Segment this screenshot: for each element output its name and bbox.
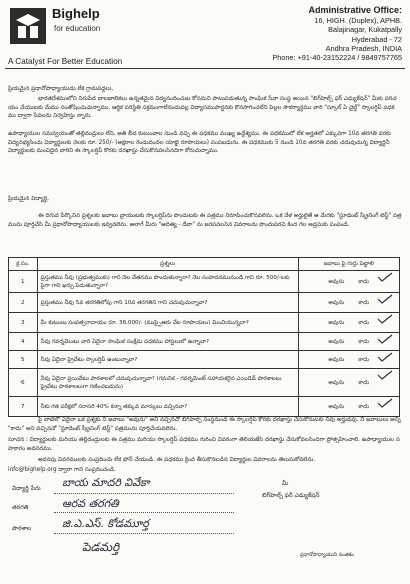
answer-no-option[interactable]: కాదు <box>358 356 370 363</box>
answer-yes-option[interactable]: అవును <box>328 379 345 386</box>
answer-cell <box>298 351 399 369</box>
address-line: Balajinagar, Kukatpally <box>328 25 402 35</box>
checkmark-icon <box>377 334 393 344</box>
row-number: 5 <box>9 351 38 369</box>
school-label: పాఠశాల <box>12 525 32 532</box>
student-name-line <box>54 493 234 494</box>
checkmark-icon <box>377 370 393 380</box>
student-name-handwriting: బాయ మాదరి వివేకా <box>62 476 150 489</box>
office-title: Administrative Office: <box>308 5 402 15</box>
answer-yes-option[interactable]: అవును <box>328 319 345 326</box>
answer-cell <box>298 313 399 333</box>
table-row <box>9 397 400 417</box>
question-text: నీవు గవర్నమెంటు వారి ఏదైనా సాంఘిక సంక్షేమ పధకము హాస్టలులో ఉన్నావా? <box>37 333 298 351</box>
answer-no-option[interactable]: కాదు <box>358 379 370 386</box>
question-text: ప్రస్తుతము నీవు (ప్రభుత్వముకు) గాని నెల వేతనము పొందుతున్నారా? నెల సంపాదనమునుండి గాని రూ. 500/-లకు పైగా గాని ఖర్చు పెడుతున్నారా? <box>37 271 298 293</box>
row-number: 4 <box>9 333 38 351</box>
tagline: A Catalyst For Better Education <box>8 57 123 66</box>
headmaster-sign-label: ప్రధానోపాధ్యాయుని సంతకం <box>300 552 354 558</box>
brand-subtitle: for education <box>54 24 101 33</box>
table-row <box>9 271 400 293</box>
question-text: నీకు గత పరీక్షలో సరాసరి 40% కన్నా తక్కువ మార్కులు వచ్చినవా? <box>37 397 298 417</box>
contact-note: అదనపు వివరములకు సంప్రదించు లేక ఫోన్ చేయండి. ఈ పధకము క్రింద తీసుకొనబడిన విద్యార్థుల వివరాలను తెలుసుకోవలెను. <box>38 457 316 463</box>
answer-cell <box>298 271 399 293</box>
question-text: నీవు ఏదైనా ప్రైవేటు స్కాలర్షిప్ ఉంటున్నావా? <box>37 351 298 369</box>
address-line: 16, HIGH. (Duplex), APHB. <box>314 16 402 25</box>
phone-line: Phone: +91-40-23152224 / 9849757765 <box>272 53 402 63</box>
answer-cell <box>298 293 399 313</box>
brand-name: Bighelp <box>52 6 100 21</box>
answer-no-option[interactable]: కాదు <box>358 403 370 410</box>
school-handwriting: జి.ఎ.ఎస్. కోడమూర్త <box>62 517 149 530</box>
eligibility-table <box>8 257 400 417</box>
checkmark-icon <box>377 352 393 362</box>
org-signature: బిగ్‌హెల్ప్ ఫర్ ఎడ్యుకేషన్ <box>262 492 320 499</box>
salutation-teacher: ప్రియమైన ప్రధానోపాధ్యాయుడు లేక గ్రామపెద్దలు, <box>8 86 114 92</box>
scheme-paragraph: ఉపాధ్యాయుల సమన్వయంతో తల్లిదండ్రులు లేని, అతి బీద కుటుంబాల నుండి వచ్చి ఈ పధకము ముఖ్య ఉద్దేశ్యము. ఈ పధకములో లేక అర్హతలో ఎక్కువగా 10వ తరగతి వరకు విద్యనభ్యసించు విద్యార్థులకు నెలకు రూ. 250/- (అక్షరాల రెండువందల యాభై రూపాయలు) పంపబడును. ఈ పధకముకు 5 నుండి 10వ తరగతి వరకు చదువుచున్న విద్యార్థినీ విద్యార్థులకు మంచిదైన వారిని ఈ స్కాలర్షిప్ కొరకు దరఖాస్తు చేసుకొనవలసినదిగా కోరుచున్నాము. <box>8 131 391 155</box>
col-header-serial: క్ర.సం. <box>9 258 38 271</box>
closing-label: మీ <box>282 480 289 487</box>
answer-no-option[interactable]: కాదు <box>358 278 370 285</box>
checkmark-icon <box>377 398 393 408</box>
table-row <box>9 313 400 333</box>
eligibility-note: పై వాటిలో ఏదైనా ఒక ప్రశ్నకు నీ జవాబు "అవును" అని వచ్చినచో బిగ్‌హెల్ప్ సంస్థనుండి ఈ స్కాలర్షిప్ కొరకు దరఖాస్తు చేసుకొనుటకు నీవు అర్హుడవు. నీ జవాబులు అన్నీ "కాదు" అని వచ్చినచో "స్టూడెంట్ స్క్రీనింగ్ టెస్ట్" పత్రమును పూర్తిచేయవలెను. <box>8 417 401 432</box>
class-label: తరగతి <box>12 504 29 511</box>
row-number: 1 <box>9 271 38 293</box>
row-number: 3 <box>9 313 38 333</box>
signature-handwriting: పెడమర్తి <box>82 540 120 554</box>
question-text: మీ కుటుంబ సంవత్సరాదాయం రూ. 36,000/- (ముప్పైఆరు వేల రూపాయలు) మించియున్నదా? <box>37 313 298 333</box>
table-row <box>9 351 400 369</box>
email-note: info@bighelp.org ద్వారా గాని సంప్రదించండి. <box>8 467 116 473</box>
table-row <box>9 369 400 397</box>
checkmark-icon <box>377 272 393 282</box>
answer-yes-option[interactable]: అవును <box>328 299 345 306</box>
answer-cell <box>298 333 399 351</box>
answer-no-option[interactable]: కాదు <box>358 299 370 306</box>
answer-yes-option[interactable]: అవును <box>328 338 345 345</box>
answer-yes-option[interactable]: అవును <box>328 403 345 410</box>
checkmark-icon <box>377 314 393 324</box>
school-line <box>54 533 234 534</box>
salutation-student: ప్రియమైన విద్యార్థి, <box>8 196 49 202</box>
student-name-label: విద్యార్థి పేరు <box>12 485 41 492</box>
answer-no-option[interactable]: కాదు <box>358 338 370 345</box>
row-number: 2 <box>9 293 38 313</box>
answer-no-option[interactable]: కాదు <box>358 319 370 326</box>
address-line: Hyderabad - 72 <box>351 34 402 44</box>
guidance-note: సూచన : విద్యార్థులకు మరియు తల్లిదండ్రులకు ఈ పత్రము మరియు స్కాలర్షిప్ పధకము గురించి వివరంగా తెలియజేసి దరఖాస్తు చేసుకోవలసిందిగా ప్రోత్సహించాలి. ఉపాధ్యాయుల సహకారం అవసరము. <box>8 437 400 452</box>
instructions-paragraph: ఈ దిగువ పేర్కొనిన ప్రశ్నలకు జవాబు వ్రాయుటకు స్కాలర్షిప్‌ను పొందుటకు ఈ పత్రము నిరూపించుకొనవలెను. ఒక వేళ అర్హులైతే ఆ మేరకు "స్టూడెంట్ స్క్రీనింగ్ టెస్ట్" పత్రమును పూర్తిచేసి మీ ప్రధానోపాధ్యాయులకు ఇవ్వవలెను. అలాగే మీరు "ఆదిత్య - దేవా" ను జరపవలసిన వివరాలను పొందుపరచి కింద గల అడ్రసుకు పంపండి. <box>8 213 402 228</box>
table-row <box>9 333 400 351</box>
address-line: Andhra Pradesh, INDIA <box>325 43 402 53</box>
row-number: 6 <box>9 369 38 397</box>
table-row <box>9 293 400 313</box>
question-text: నీవు ఏదైనా ప్రయివేటు పాఠశాలలో చదువుచున్నావా? (గమనిక - గవర్నమెంట్ సహాయకరైన ఎయిడెడ్ పాఠశాలలు ప్రైవేటు పాఠశాలలుగా గణించబడును) <box>37 369 298 397</box>
row-number: 7 <box>9 397 38 417</box>
office-address <box>212 4 402 62</box>
question-text: ప్రస్తుతము నీవు 5వ తరగతిలోపు గాని 10వ తరగతిని గాని చదువుచున్నావా? <box>37 293 298 313</box>
answer-yes-option[interactable]: అవును <box>328 356 345 363</box>
bighelp-logo-icon <box>8 6 48 46</box>
intro-paragraph: భారతదేశములోని నిరుపేద బాలబాలికలు ఉన్నతమైన విద్యనందించుట కోసమని పాటుపడుతున్న సాంఘిక సేవా సంస్థ అయిన "బిగ్‌హెల్ప్ ఫర్ ఎడ్యుకేషన్" మీకు పరిచయం చేయుటకు మేము సంతోషించుచున్నాము. ఆర్ధిక పరిస్థితి సక్రమంగాలేనందువల్ల విద్యాసముపార్జనకు కొనసాగించలేని పిల్లల సౌకర్యార్ధము వారి "స్కూల్ ఏ చైల్డ్" స్కాలర్షిప్ పధకము ద్వారా సేవలను నిర్వహిస్తు న్నారు. <box>8 96 397 120</box>
header-divider <box>5 68 405 69</box>
table-header-row <box>9 258 400 271</box>
checkmark-icon <box>377 294 393 304</box>
answer-yes-option[interactable]: అవును <box>328 278 345 285</box>
col-header-answer: జవాబు పై గుర్తు పెట్టాలి <box>298 258 399 271</box>
answer-cell <box>298 397 399 417</box>
col-header-question: ప్రశ్నలు <box>37 258 298 271</box>
class-handwriting: ఆరవ తరగతి <box>62 497 119 510</box>
answer-cell <box>298 369 399 397</box>
